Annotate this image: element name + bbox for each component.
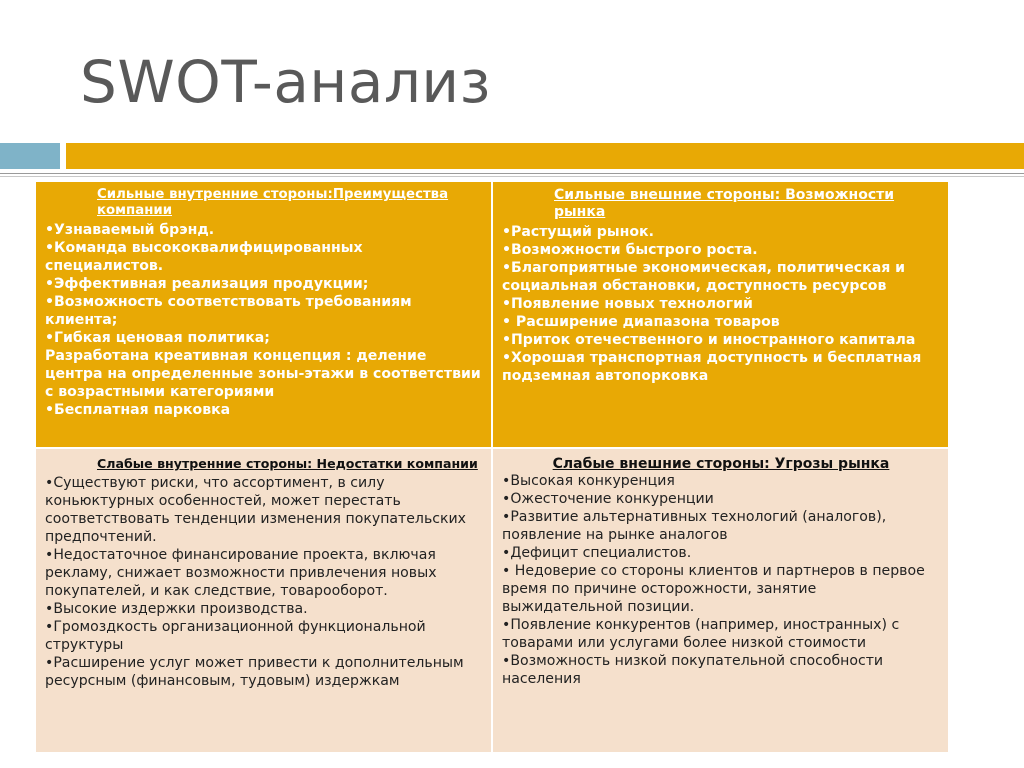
strengths-cell bbox=[36, 182, 491, 447]
opportunities-item: •Хорошая транспортная доступность и бесплатная подземная автопорковка bbox=[502, 350, 922, 384]
opportunities-item: •Появление новых технологий bbox=[502, 296, 753, 312]
accent-bar-blue bbox=[0, 143, 60, 169]
opportunities-item: •Растущий рынок. bbox=[502, 224, 654, 240]
divider-line bbox=[0, 173, 1024, 174]
strengths-item: •Возможность соответствовать требованиям клиента; bbox=[45, 294, 412, 328]
threats-item: •Ожесточение конкуренции bbox=[502, 491, 714, 507]
strengths-item: •Гибкая ценовая политика; bbox=[45, 330, 270, 346]
weaknesses-item: •Существуют риски, что ассортимент, в силу коньюктурных особенностей, может перестать соответствовать тенденции изменения покупательских предпочтений. bbox=[45, 475, 467, 545]
threats-title: Слабые внешние стороны: Угрозы рынка bbox=[552, 456, 890, 472]
weaknesses-item: •Высокие издержки производства. bbox=[45, 601, 308, 617]
threats-item: •Дефицит специалистов. bbox=[502, 545, 692, 561]
weaknesses-title: Слабые внутренние стороны: Недостатки компании bbox=[97, 456, 478, 471]
strengths-item: Разработана креативная концепция : деление центра на определенные зоны-этажи в соответствии с возрастными категориями bbox=[45, 348, 481, 400]
opportunities-item: • Расширение диапазона товаров bbox=[502, 314, 780, 330]
slide-title: SWOT-анализ bbox=[80, 48, 491, 116]
opportunities-title: Сильные внешние стороны: Возможности рынка bbox=[554, 187, 895, 220]
weaknesses-cell bbox=[36, 449, 491, 752]
strengths-item: •Эффективная реализация продукции; bbox=[45, 276, 369, 292]
threats-item: •Высокая конкуренция bbox=[502, 473, 675, 489]
weaknesses-item: •Недостаточное финансирование проекта, включая рекламу, снижает возможности привлечения новых покупателей, и как следствие, товарооборот. bbox=[45, 547, 437, 599]
weaknesses-item: •Расширение услуг может привести к дополнительным ресурсным (финансовым, тудовым) издержкам bbox=[45, 655, 464, 689]
threats-item: •Появление конкурентов (например, иностранных) с товарами или услугами более низкой стоимости bbox=[502, 617, 900, 651]
strengths-item: •Команда высококвалифицированных специалистов. bbox=[45, 240, 363, 274]
threats-item: • Недоверие со стороны клиентов и партнеров в первое время по причине осторожности, занятие выжидательной позиции. bbox=[502, 563, 925, 615]
strengths-item: •Бесплатная парковка bbox=[45, 402, 231, 418]
strengths-title: Сильные внутренние стороны:Преимущества компании bbox=[97, 187, 449, 218]
threats-cell bbox=[493, 449, 948, 752]
accent-bar-gold bbox=[66, 143, 1024, 169]
threats-item: •Развитие альтернативных технологий (аналогов), появление на рынке аналогов bbox=[502, 509, 887, 543]
opportunities-item: •Благоприятные экономическая, политическая и социальная обстановки, доступность ресурсов bbox=[502, 260, 906, 294]
opportunities-cell bbox=[493, 182, 948, 447]
weaknesses-item: •Громоздкость организационной функциональной структуры bbox=[45, 619, 426, 653]
strengths-item: •Узнаваемый брэнд. bbox=[45, 222, 215, 238]
divider-line-secondary bbox=[0, 176, 1024, 177]
threats-item: •Возможность низкой покупательной способности населения bbox=[502, 653, 884, 687]
swot-table bbox=[36, 182, 948, 752]
opportunities-item: •Приток отечественного и иностранного капитала bbox=[502, 332, 916, 348]
opportunities-item: •Возможности быстрого роста. bbox=[502, 242, 758, 258]
